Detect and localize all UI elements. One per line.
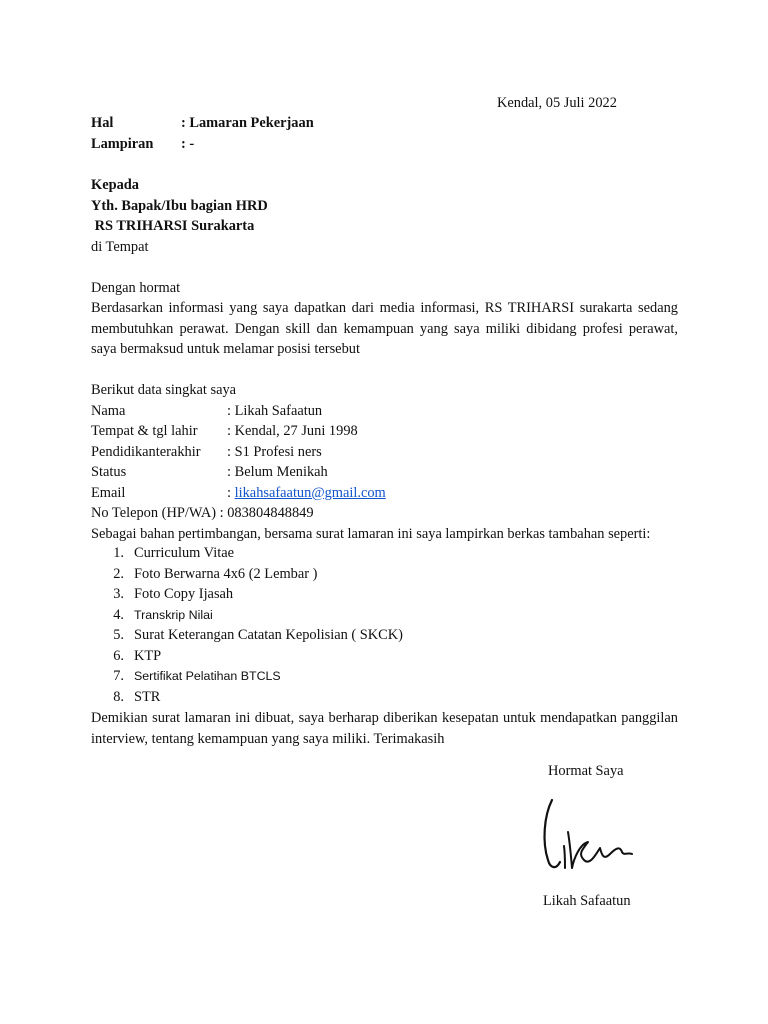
list-text: Sertifikat Pelatihan BTCLS [134, 669, 281, 683]
recipient-line-place: di Tempat [91, 238, 149, 255]
closing-salutation: Hormat Saya [548, 763, 624, 779]
intro-paragraph: Berdasarkan informasi yang saya dapatkan dari media informasi, RS TRIHARSI surakarta sedang membutuhkan perawat. Dengan skill dan kemampuan yang saya miliki dibidang profesi perawat, saya bermaksud untuk melamar posisi tersebut [91, 300, 678, 357]
list-item [91, 646, 403, 667]
subject-value: : Lamaran Pekerjaan [181, 115, 314, 131]
data-value: : Kendal, 27 Juni 1998 [227, 423, 358, 439]
list-text: Foto Berwarna 4x6 (2 Lembar ) [134, 565, 318, 582]
attachment-label: Lampiran [91, 136, 154, 152]
data-label: Nama [91, 402, 126, 419]
list-number: 8. [113, 688, 124, 705]
list-text: Surat Keterangan Catatan Kepolisian ( SKCK) [134, 627, 403, 643]
greeting: Dengan hormat [91, 280, 181, 296]
email-colon: : [227, 484, 235, 501]
data-label: Email [91, 484, 126, 501]
data-value: : Likah Safaatun [227, 402, 323, 419]
data-row-email [91, 483, 678, 504]
closing-paragraph: Demikian surat lamaran ini dibuat, saya berharap diberikan kesepatan untuk mendapatkan panggilan interview, tentang kemampuan yang saya miliki. Terimakasih [91, 710, 678, 747]
attachments-list [91, 543, 403, 707]
subject-label: Hal [91, 115, 114, 131]
recipient-line-kepada: Kepada [91, 177, 139, 193]
data-value: : S1 Profesi ners [227, 443, 322, 460]
list-number: 2. [113, 565, 124, 582]
letter-date: Kendal, 05 Juli 2022 [497, 95, 617, 111]
signature-image [538, 796, 638, 878]
list-item [91, 666, 403, 687]
list-item [91, 584, 403, 605]
data-value: : Belum Menikah [227, 464, 328, 480]
list-item [91, 687, 403, 708]
list-text: Transkrip Nilai [134, 607, 213, 622]
attachments-intro: Sebagai bahan pertimbangan, bersama surat lamaran ini saya lampirkan berkas tambahan seperti: [91, 525, 651, 542]
data-row-status [91, 462, 678, 483]
recipient-line-hrd: Yth. Bapak/Ibu bagian HRD [91, 197, 268, 214]
recipient-block [91, 175, 678, 257]
list-number: 4. [113, 606, 124, 623]
list-item [91, 564, 403, 585]
recipient-line-hospital: RS TRIHARSI Surakarta [91, 218, 255, 234]
data-heading: Berikut data singkat saya [91, 382, 237, 398]
list-text: Curriculum Vitae [134, 545, 234, 561]
personal-data-block [91, 380, 678, 544]
list-number: 7. [113, 668, 124, 684]
data-label: Tempat & tgl lahir [91, 423, 198, 439]
data-label: Pendidikanterakhir [91, 443, 201, 460]
list-number: 5. [113, 627, 124, 643]
list-text: Foto Copy Ijasah [134, 586, 234, 602]
list-item [91, 543, 403, 564]
data-label: Status [91, 464, 127, 480]
phone-line: No Telepon (HP/WA) : 083804848849 [91, 505, 314, 521]
list-number: 6. [113, 647, 124, 664]
data-row-name [91, 401, 678, 422]
email-link[interactable]: likahsafaatun@gmail.com [234, 484, 386, 501]
list-number: 1. [113, 545, 124, 561]
list-item [91, 605, 403, 626]
list-text: STR [134, 688, 161, 705]
signer-name: Likah Safaatun [543, 893, 631, 909]
data-value [227, 483, 386, 504]
data-row-education [91, 442, 678, 463]
data-row-birth [91, 421, 678, 442]
attachment-value: : - [181, 136, 195, 152]
list-item [91, 625, 403, 646]
list-number: 3. [113, 586, 124, 602]
list-text: KTP [134, 647, 162, 664]
